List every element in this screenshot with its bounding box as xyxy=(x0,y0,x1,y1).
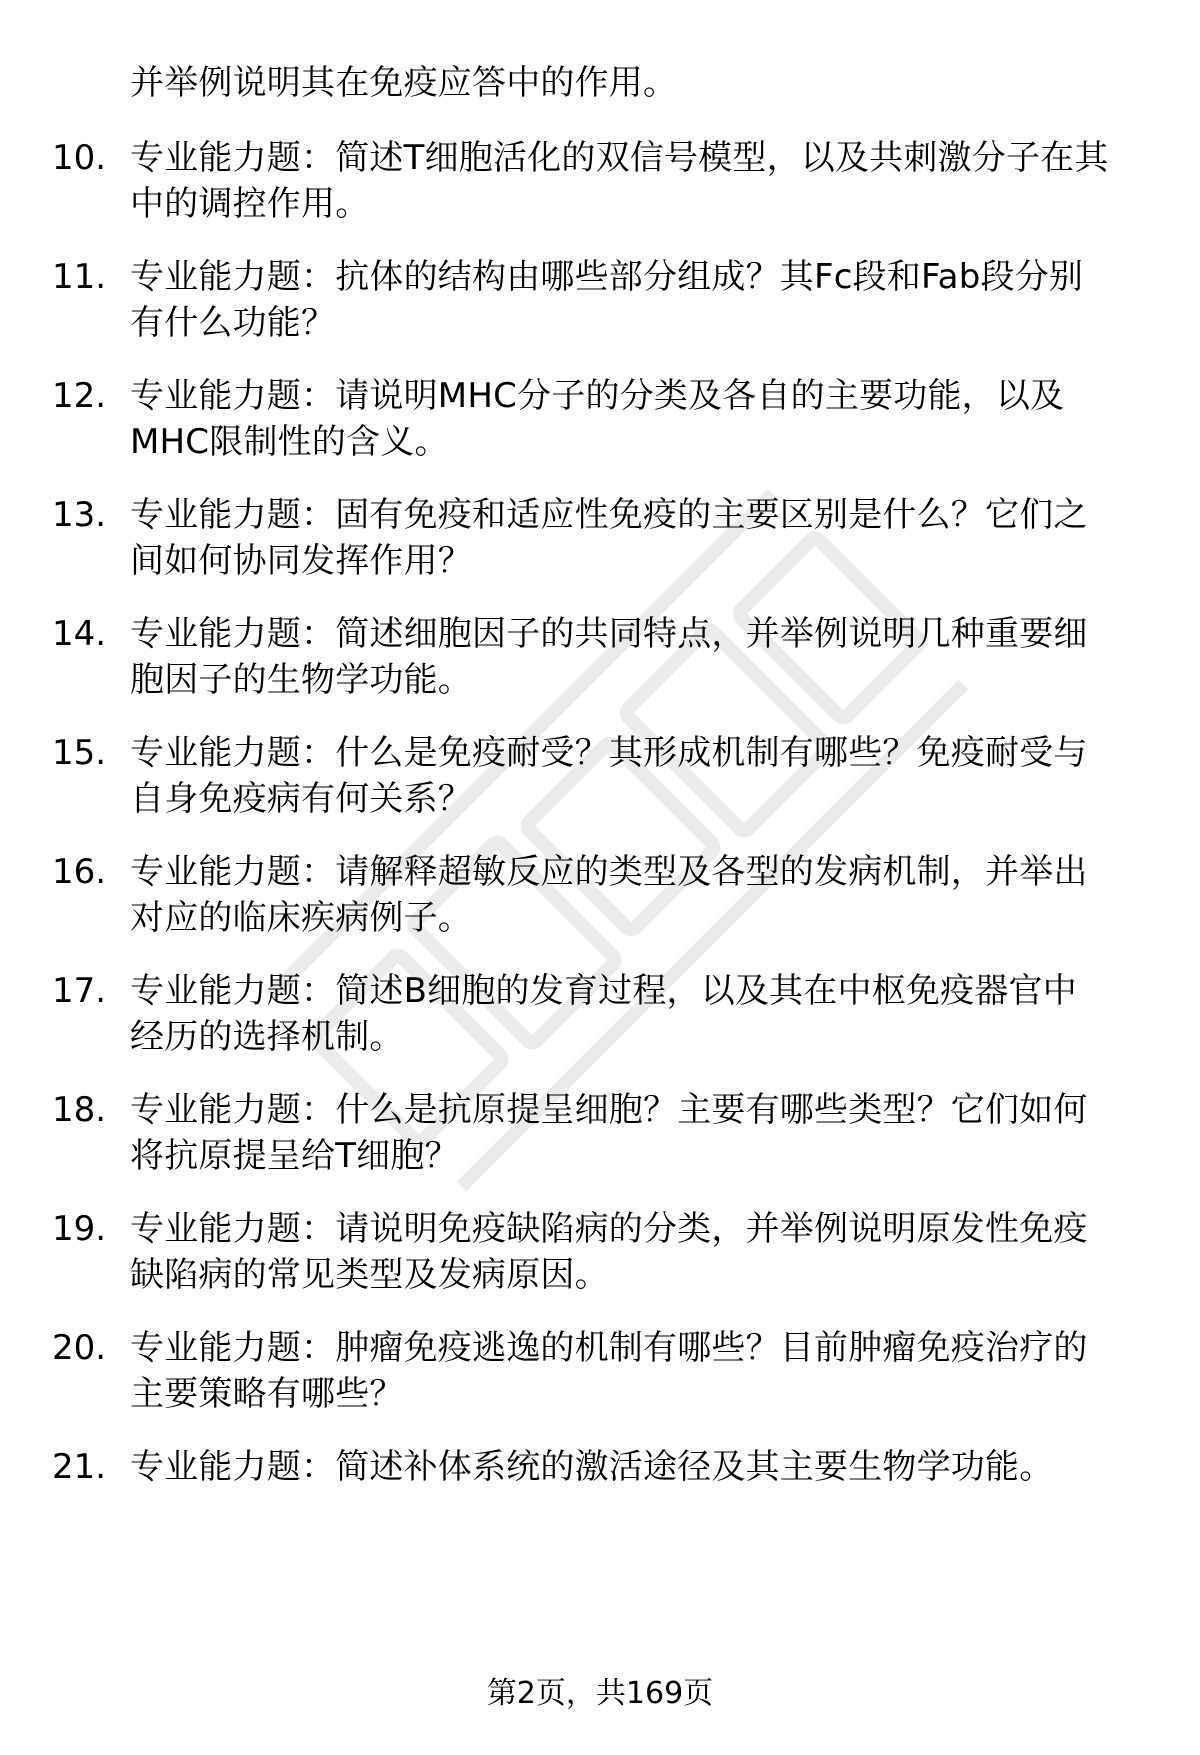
question-line: 胞因子的生物学功能。 xyxy=(130,660,472,700)
question-number: 17. xyxy=(52,971,107,1011)
question-line: 专业能力题：简述补体系统的激活途径及其主要生物学功能。 xyxy=(130,1447,1054,1487)
page-footer: 第2页，共169页 xyxy=(486,1676,714,1711)
continued-text: 并举例说明其在免疫应答中的作用。 xyxy=(130,63,678,103)
question-line: 专业能力题：请说明免疫缺陷病的分类，并举例说明原发性免疫 xyxy=(130,1209,1088,1249)
question-item xyxy=(0,968,1200,1064)
question-number: 14. xyxy=(52,614,107,654)
question-item xyxy=(0,373,1200,469)
question-item xyxy=(0,730,1200,826)
question-text xyxy=(130,1444,1170,1490)
question-line: 对应的临床疾病例子。 xyxy=(130,898,472,938)
question-number: 21. xyxy=(52,1447,107,1487)
question-line: 专业能力题：简述B细胞的发育过程，以及其在中枢免疫器官中 xyxy=(130,971,1077,1011)
question-item xyxy=(0,1206,1200,1302)
question-line: 专业能力题：请解释超敏反应的类型及各型的发病机制，并举出 xyxy=(130,852,1088,892)
question-text xyxy=(130,135,1170,227)
question-item xyxy=(0,1325,1200,1421)
question-text xyxy=(130,492,1170,584)
question-line: 中的调控作用。 xyxy=(130,184,370,224)
question-number: 15. xyxy=(52,733,107,773)
question-line: 将抗原提呈给T细胞？ xyxy=(130,1136,459,1176)
question-number: 12. xyxy=(52,376,107,416)
question-text xyxy=(130,254,1170,346)
question-item xyxy=(0,611,1200,707)
question-number: 18. xyxy=(52,1090,107,1130)
question-line: MHC限制性的含义。 xyxy=(130,422,449,462)
question-line: 主要策略有哪些？ xyxy=(130,1374,404,1414)
question-line: 专业能力题：肿瘤免疫逃逸的机制有哪些？目前肿瘤免疫治疗的 xyxy=(130,1328,1088,1368)
question-line: 专业能力题：请说明MHC分子的分类及各自的主要功能，以及 xyxy=(130,376,1065,416)
question-text xyxy=(130,849,1170,941)
question-line: 经历的选择机制。 xyxy=(130,1017,404,1057)
question-line: 间如何协同发挥作用？ xyxy=(130,541,472,581)
question-item xyxy=(0,849,1200,945)
question-line: 专业能力题：抗体的结构由哪些部分组成？其Fc段和Fab段分别 xyxy=(130,257,1084,297)
question-line: 自身免疫病有何关系？ xyxy=(130,779,472,819)
question-line: 专业能力题：什么是抗原提呈细胞？主要有哪些类型？它们如何 xyxy=(130,1090,1088,1130)
question-item xyxy=(0,135,1200,231)
question-number: 16. xyxy=(52,852,107,892)
question-text xyxy=(130,730,1170,822)
question-line: 缺陷病的常见类型及发病原因。 xyxy=(130,1255,609,1295)
question-text xyxy=(130,1325,1170,1417)
question-number: 19. xyxy=(52,1209,107,1249)
question-text xyxy=(130,373,1170,465)
question-text xyxy=(130,611,1170,703)
question-text xyxy=(130,1206,1170,1298)
question-line: 专业能力题：什么是免疫耐受？其形成机制有哪些？免疫耐受与 xyxy=(130,733,1088,773)
question-item xyxy=(0,1444,1200,1540)
question-line: 专业能力题：固有免疫和适应性免疫的主要区别是什么？它们之 xyxy=(130,495,1088,535)
question-number: 13. xyxy=(52,495,107,535)
question-item xyxy=(0,254,1200,350)
question-number: 11. xyxy=(52,257,107,297)
question-line: 专业能力题：简述T细胞活化的双信号模型，以及共刺激分子在其 xyxy=(130,138,1109,178)
question-number: 10. xyxy=(52,138,107,178)
question-text xyxy=(130,968,1170,1060)
question-line: 有什么功能？ xyxy=(130,303,336,343)
question-line: 专业能力题：简述细胞因子的共同特点，并举例说明几种重要细 xyxy=(130,614,1088,654)
question-item xyxy=(0,492,1200,588)
question-item xyxy=(0,1087,1200,1183)
question-number: 20. xyxy=(52,1328,107,1368)
question-text xyxy=(130,1087,1170,1179)
